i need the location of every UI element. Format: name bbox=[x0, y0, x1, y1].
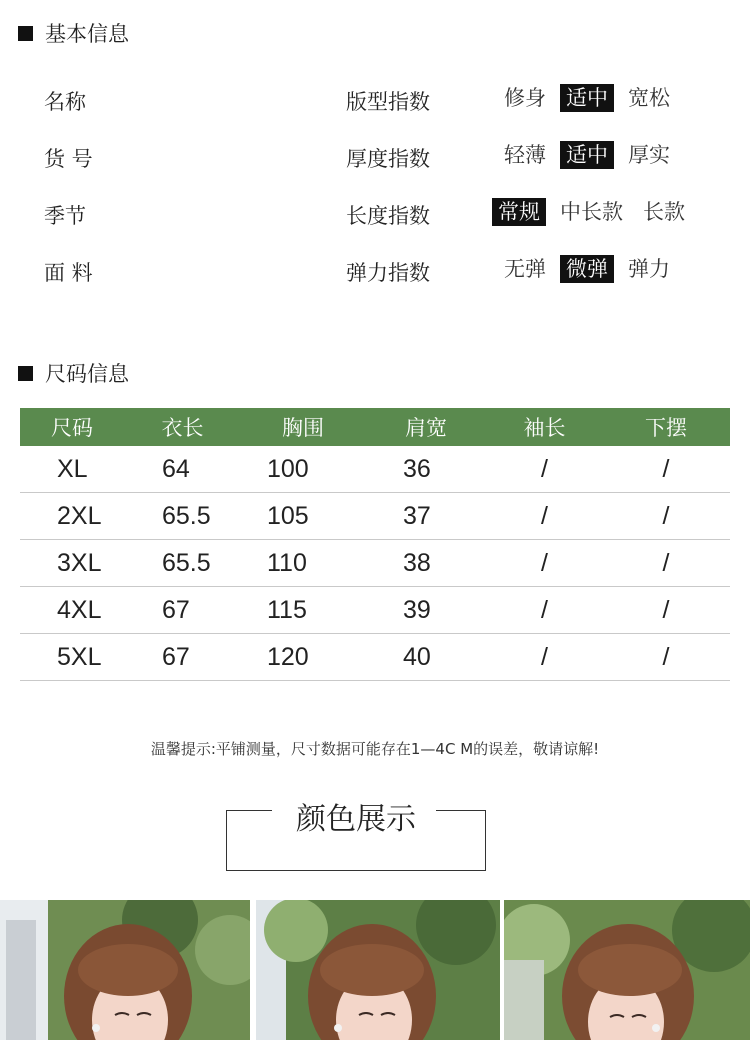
model-photo-3[interactable] bbox=[504, 900, 750, 1040]
table-row bbox=[20, 446, 730, 493]
table-cell: 37 bbox=[403, 501, 431, 530]
option: 中长款 bbox=[560, 200, 623, 224]
table-cell: / bbox=[541, 501, 548, 530]
column-header: 下摆 bbox=[645, 416, 687, 440]
table-cell: / bbox=[662, 548, 670, 577]
index-label: 长度指数 bbox=[346, 204, 430, 228]
table-cell: 105 bbox=[267, 501, 309, 530]
table-row bbox=[20, 493, 730, 540]
option: 无弹 bbox=[504, 257, 546, 281]
measurement-notice: 温馨提示:平铺测量，尺寸数据可能存在1—4C M的误差，敬请谅解! bbox=[150, 740, 600, 758]
table-cell: 110 bbox=[267, 548, 307, 577]
option-selected: 常规 bbox=[492, 198, 546, 226]
column-header: 尺码 bbox=[51, 416, 93, 440]
table-cell: / bbox=[541, 548, 548, 577]
square-bullet-icon bbox=[18, 26, 33, 41]
table-cell: 67 bbox=[162, 595, 190, 624]
table-cell: 36 bbox=[403, 454, 431, 483]
index-options bbox=[498, 141, 684, 169]
field-label: 名称 bbox=[44, 90, 86, 114]
table-cell: / bbox=[541, 454, 548, 483]
option: 轻薄 bbox=[504, 143, 546, 167]
field-label: 季节 bbox=[44, 204, 86, 228]
option: 宽松 bbox=[628, 86, 670, 110]
table-cell: 65.5 bbox=[162, 548, 211, 577]
index-label: 弹力指数 bbox=[346, 261, 430, 285]
model-photo-1[interactable] bbox=[0, 900, 250, 1040]
basic-info-heading bbox=[18, 18, 129, 48]
index-options bbox=[498, 255, 684, 283]
table-cell: / bbox=[662, 642, 670, 671]
table-cell: / bbox=[541, 595, 548, 624]
table-cell: / bbox=[541, 642, 548, 671]
field-label: 面 料 bbox=[44, 261, 93, 285]
table-cell: 115 bbox=[267, 595, 307, 624]
table-cell: 38 bbox=[403, 548, 431, 577]
column-header: 衣长 bbox=[161, 416, 204, 440]
index-label: 厚度指数 bbox=[346, 147, 430, 171]
table-cell: / bbox=[662, 595, 670, 624]
table-cell: 65.5 bbox=[162, 501, 211, 530]
size-info-heading bbox=[18, 358, 129, 388]
option: 弹力 bbox=[628, 257, 670, 281]
model-photo-2[interactable] bbox=[256, 900, 500, 1040]
table-cell: 40 bbox=[403, 642, 431, 671]
square-bullet-icon bbox=[18, 366, 33, 381]
option: 修身 bbox=[504, 86, 546, 110]
table-cell: 3XL bbox=[57, 548, 102, 577]
table-cell: XL bbox=[57, 454, 88, 483]
option-selected: 微弹 bbox=[560, 255, 614, 283]
column-header: 肩宽 bbox=[405, 416, 447, 440]
table-row bbox=[20, 634, 730, 681]
table-cell: 64 bbox=[162, 454, 190, 483]
column-header: 袖长 bbox=[523, 416, 566, 440]
table-row bbox=[20, 587, 730, 634]
index-options bbox=[498, 84, 684, 112]
table-cell: 67 bbox=[162, 642, 190, 671]
table-cell: 5XL bbox=[57, 642, 102, 671]
table-cell: / bbox=[662, 501, 670, 530]
option-selected: 适中 bbox=[560, 141, 614, 169]
index-label: 版型指数 bbox=[346, 90, 430, 114]
size-table-header bbox=[20, 408, 730, 446]
color-section-title bbox=[226, 796, 486, 872]
column-header: 胸围 bbox=[282, 416, 324, 440]
table-cell: 100 bbox=[267, 454, 309, 483]
table-cell: 120 bbox=[267, 642, 309, 671]
table-cell: 39 bbox=[403, 595, 431, 624]
color-title-text: 颜色展示 bbox=[296, 802, 416, 837]
index-options bbox=[492, 198, 699, 226]
table-cell: / bbox=[662, 454, 670, 483]
size-info-title: 尺码信息 bbox=[45, 362, 129, 386]
table-cell: 2XL bbox=[57, 501, 102, 530]
option: 厚实 bbox=[628, 143, 670, 167]
option-selected: 适中 bbox=[560, 84, 614, 112]
field-label: 货 号 bbox=[44, 147, 93, 171]
table-cell: 4XL bbox=[57, 595, 102, 624]
size-table-body bbox=[20, 446, 730, 681]
size-table bbox=[20, 408, 730, 681]
option: 长款 bbox=[643, 200, 685, 224]
basic-info-title: 基本信息 bbox=[45, 22, 129, 46]
table-row bbox=[20, 540, 730, 587]
